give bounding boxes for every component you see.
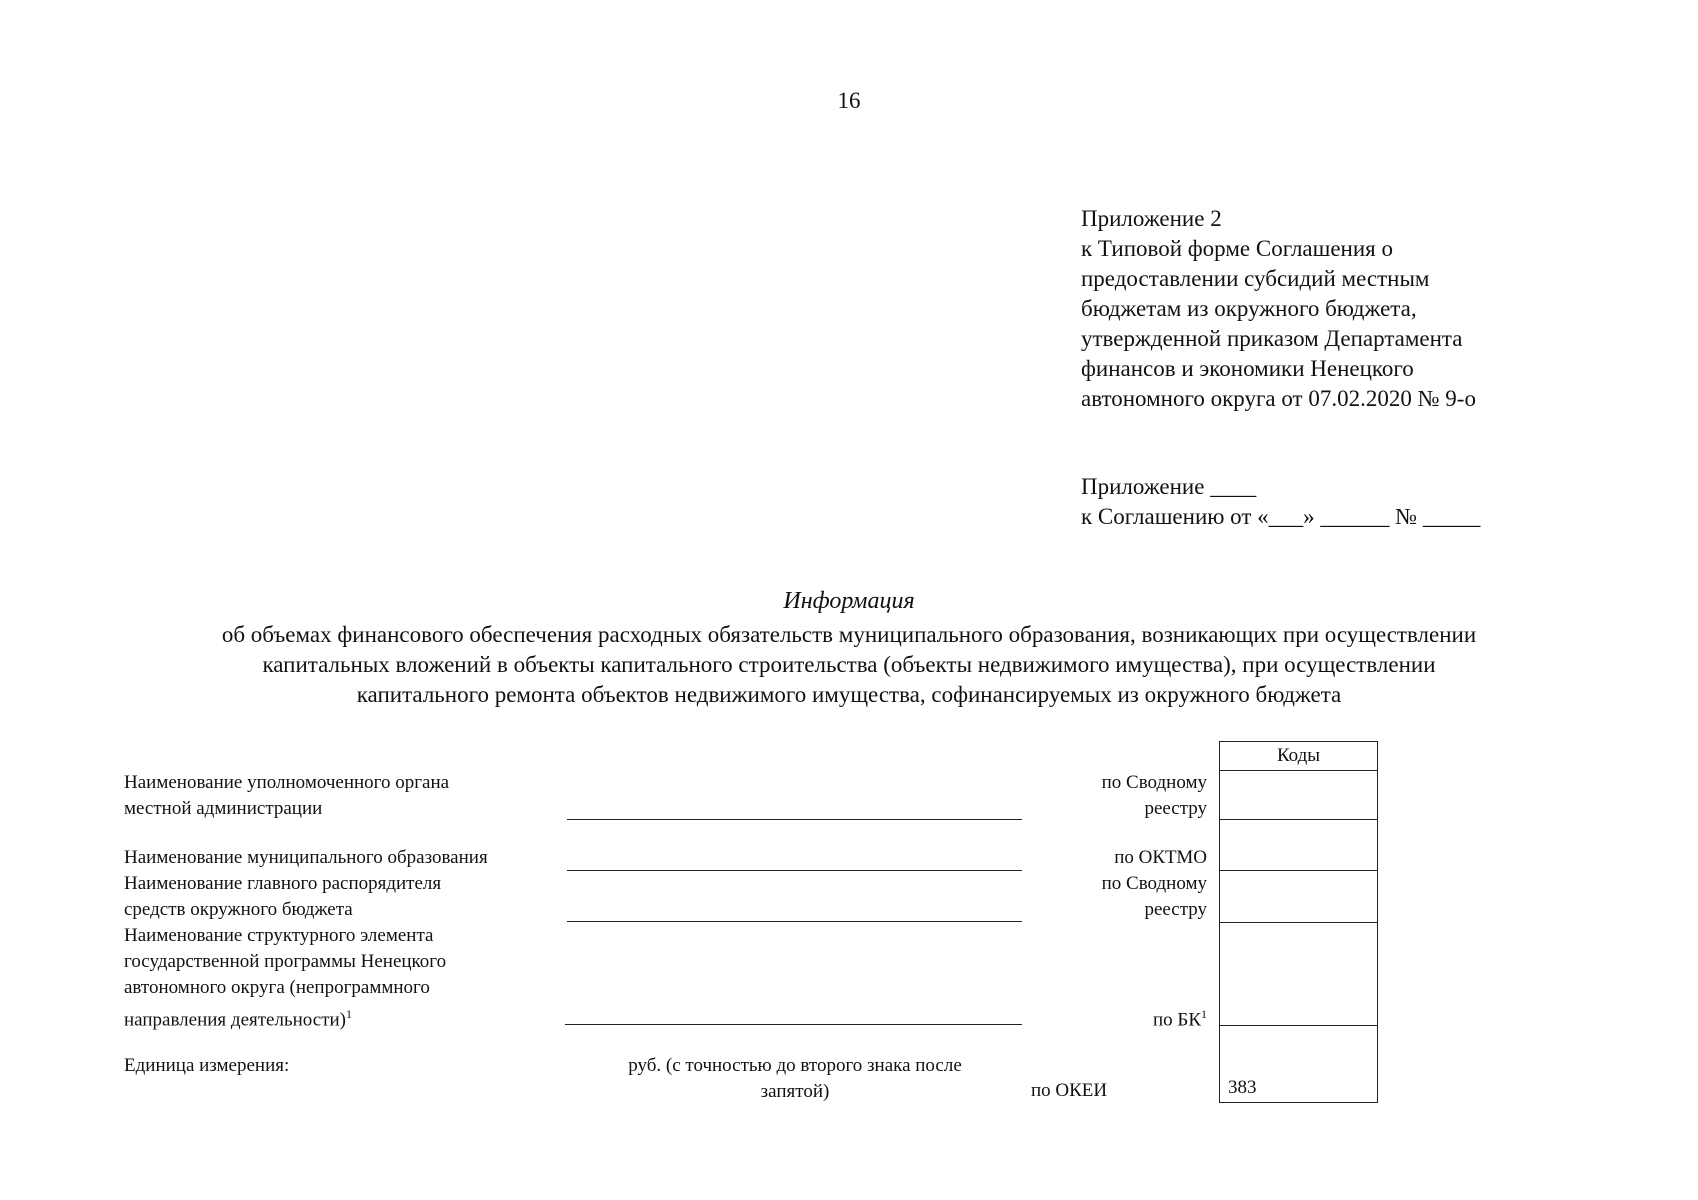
code-label-bk: по $БК^1$: [1152, 1007, 1207, 1031]
subtitle-line: капитального ремонта объектов недвижимого имущества, софинансируемых из окружного бюджета: [356, 682, 1342, 707]
field-authorized-body-line[interactable]: [567, 819, 1022, 820]
field-program-element-label: Наименование структурного элемента государственной программы Ненецкого автономного округа (непрограммного направления деятельности)$^1$: [124, 925, 447, 1031]
code-label-svodny-reestr-2: по Сводному реестру: [1101, 873, 1207, 920]
agreement-annex-line: Приложение ____: [1081, 474, 1257, 499]
annex-line: Приложение 2: [1081, 206, 1222, 231]
field-municipality-label: Наименование муниципального образования: [124, 847, 488, 868]
field-municipality-line[interactable]: [567, 870, 1022, 871]
field-chief-administrator-line[interactable]: [567, 921, 1022, 922]
annex-line: финансов и экономики Ненецкого: [1081, 356, 1414, 381]
okei-code-value[interactable]: 383: [1228, 1077, 1257, 1098]
annex-line: утвержденной приказом Департамента: [1081, 326, 1463, 351]
field-authorized-body-label: Наименование уполномоченного органа местной администрации: [124, 772, 450, 819]
subtitle-line: об объемах финансового обеспечения расходных обязательств муниципального образования, возникающих при осуществлении: [221, 622, 1477, 647]
agreement-date-line: к Соглашению от «___» ______ № _____: [1081, 504, 1481, 529]
codes-divider: [1220, 870, 1377, 871]
codes-table: [1219, 741, 1378, 1103]
field-chief-administrator-label: Наименование главного распорядителя средств окружного бюджета: [124, 873, 442, 920]
document-title: Информация: [783, 588, 915, 614]
unit-value: руб. (с точностью до второго знака после запятой): [628, 1055, 962, 1102]
annex-line: автономного округа от 07.02.2020 № 9-о: [1081, 386, 1476, 411]
code-label-svodny-reestr: по Сводному реестру: [1101, 772, 1207, 819]
footnote-mark: 1: [346, 1007, 353, 1021]
document-subtitle: [100, 620, 1598, 710]
annex-line: предоставлении субсидий местным: [1081, 266, 1430, 291]
footnote-mark: 1: [1201, 1007, 1207, 1021]
annex-line: к Типовой форме Соглашения о: [1081, 236, 1394, 261]
code-label-oktmo: по ОКТМО: [1114, 847, 1207, 868]
subtitle-line: капитальных вложений в объекты капитального строительства (объекты недвижимого имущества), при осуществлении: [262, 652, 1436, 677]
agreement-reference: [1081, 472, 1480, 532]
code-label-okei: по ОКЕИ: [1031, 1080, 1108, 1101]
codes-divider: [1220, 819, 1377, 820]
annex-header: [1081, 204, 1476, 414]
field-program-element-line[interactable]: [565, 1024, 1022, 1025]
codes-divider: [1220, 770, 1377, 771]
codes-header: Коды: [1276, 745, 1321, 766]
page-number: 16: [837, 88, 861, 113]
unit-label: Единица измерения:: [124, 1055, 290, 1076]
codes-divider: [1220, 922, 1377, 923]
annex-line: бюджетам из окружного бюджета,: [1081, 296, 1417, 321]
codes-divider: [1220, 1025, 1377, 1026]
